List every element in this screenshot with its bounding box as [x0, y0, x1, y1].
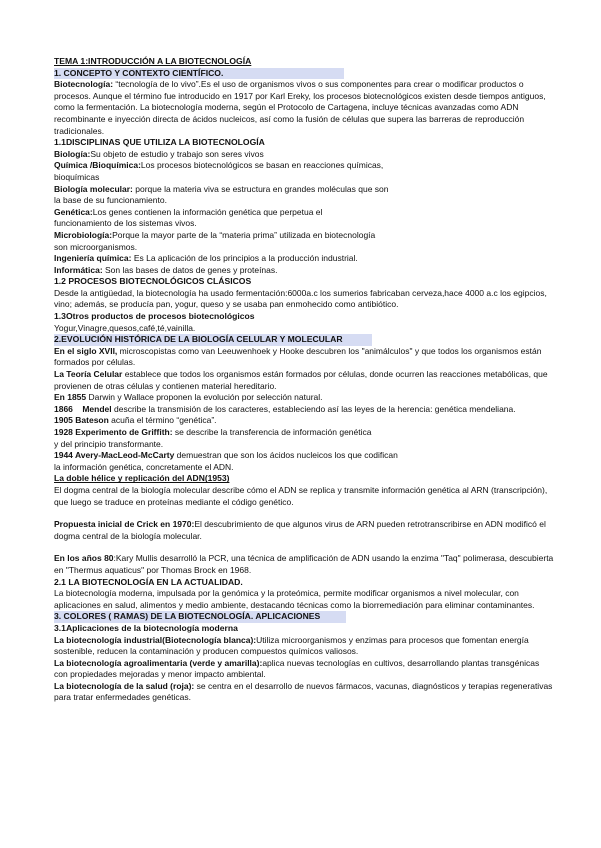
- section-1-3-paragraph: Yogur,Vinagre,quesos,café,té,vainilla.: [54, 322, 196, 333]
- discipline-item: Biología:Su objeto de estudio y trabajo son seres vivos: [54, 148, 264, 159]
- discipline-item: Ingeniería química: Es La aplicación de los principios a la producción industrial.: [54, 253, 358, 264]
- section-1-1-heading: 1.1DISCIPLINAS QUE UTILIZA LA BIOTECNOLOGÍA: [54, 137, 265, 148]
- discipline-item: Genética:Los genes contienen la información genética que perpetua el funcionamiento de los sistemas vivos.: [54, 206, 323, 229]
- history-item: En 1855 Darwin y Wallace proponen la evolución por selección natural.: [54, 392, 323, 403]
- dna-heading: La doble hélice y replicación del ADN(1953): [54, 473, 230, 484]
- section-2-1-heading: 2.1 LA BIOTECNOLOGÍA EN LA ACTUALIDAD.: [54, 576, 243, 587]
- term-biotecnologia: Biotecnología:: [54, 79, 114, 90]
- document-page: [54, 56, 554, 704]
- crick-paragraph: Propuesta inicial de Crick en 1970:El descubrimiento de que algunos virus de ARN pueden retrotranscribirse en ADN modificó el dogma central de la biología molecular.: [54, 519, 546, 541]
- discipline-item: Biología molecular: porque la materia viva se estructura en grandes moléculas que son la base de su funcionamiento.: [54, 183, 389, 206]
- section-2-1-paragraph: La biotecnología moderna, impulsada por la genómica y la proteómica, permite modificar organismos a nivel molecular, con aplicaciones en salud, alimentos y medio ambiente, destacando técnicas como la biorremediación para eliminar contaminantes.: [54, 588, 535, 610]
- section-1-heading: 1. CONCEPTO Y CONTEXTO CIENTÍFICO.: [54, 68, 344, 80]
- document-title: TEMA 1:INTRODUCCIÓN A LA BIOTECNOLOGÍA: [54, 56, 252, 66]
- section-2-heading: 2.EVOLUCIÓN HISTÓRICA DE LA BIOLOGÍA CELULAR Y MOLECULAR: [54, 334, 372, 346]
- section-1-2-heading: 1.2 PROCESOS BIOTECNOLÓGICOS CLÁSICOS: [54, 276, 252, 287]
- discipline-item: Microbiología:Porque la mayor parte de la “materia prima” utilizada en biotecnología son microorganismos.: [54, 229, 376, 252]
- pcr-paragraph: En los años 80:Kary Mullis desarrolló la PCR, una técnica de amplificación de ADN usando la enzima "Taq" polimerasa, descubierta en "Thermus aquaticus" por Thomas Brock en 1968.: [54, 553, 554, 575]
- history-item: 1944 Avery-MacLeod-McCarty demuestran que son los ácidos nucleicos los que codifican la información genética, concretamente el ADN.: [54, 450, 398, 472]
- history-item: 1905 Bateson acuña el término “genética”.: [54, 415, 217, 426]
- dna-paragraph: El dogma central de la biología molecular describe cómo el ADN se replica y transmite información genética al ARN (transcripción), que luego se traduce en proteínas mediante el código genético.: [54, 484, 548, 507]
- history-item: 1928 Experimento de Griffith: se describe la transferencia de información genética y del principio transformante.: [54, 427, 372, 449]
- section-3-heading: 3. COLORES ( RAMAS) DE LA BIOTECNOLOGÍA. APLICACIONES: [54, 611, 346, 623]
- section-1-3-heading: 1.3Otros productos de procesos biotecnológicos: [54, 311, 255, 322]
- history-item: La Teoría Celular establece que todos los organismos están formados por células, donde ocurren las reacciones metabólicas, que provienen de otras células y contienen material hereditario.: [54, 369, 548, 391]
- section-1-paragraph: Biotecnología: “tecnología de lo vivo”.Es el uso de organismos vivos o sus componentes para crear o modificar productos o procesos. Aunque el término fue introducido en 1917 por Karl Ereky, los procesos biotecnológicos existen desde tiempos antiguos, como la fermentación. La biotecnología moderna, según el Protocolo de Cartagena, incluye técnicas avanzadas como ADN recombinante e inyección directa de ácidos nucleicos, así como la fusión de células que supera las barreras de reproducción tradicionales.: [54, 79, 546, 136]
- section-1-2-paragraph: Desde la antigüedad, la biotecnología ha usado fermentación:6000a.c los sumerios fabricaban cerveza,hace 4000 a.c los egipcios, vino; además, se producía pan, yogur, queso y se usaba pan enmohecido como antibiótico.: [54, 287, 547, 310]
- application-item: La biotecnología industrial(Biotecnología blanca):Utiliza microorganismos y enzimas para procesos que fomentan energía sostenible, reducen la contaminación y producen compuestos químicos valiosos.: [54, 634, 529, 657]
- discipline-item: Química /Bioquímica:Los procesos biotecnológicos se basan en reacciones químicas, bioquímicas: [54, 160, 384, 182]
- history-item: En el siglo XVII, microscopistas como van Leeuwenhoek y Hooke descubren los "animálculos" y que todos los organismos están formados por células.: [54, 345, 542, 368]
- history-item: 1866 Mendel describe la transmisión de los caracteres, estableciendo así las leyes de la herencia: genética mendeliana.: [54, 403, 516, 414]
- application-item: La biotecnología agroalimentaria (verde y amarilla):aplica nuevas tecnologías en cultivos, desarrollando plantas transgénicas con propiedades mejoradas y menor impacto ambiental.: [54, 657, 540, 680]
- section-3-1-heading: 3.1Aplicaciones de la biotecnología moderna: [54, 622, 238, 633]
- application-item: La biotecnología de la salud (roja): se centra en el desarrollo de nuevos fármacos, vacunas, diagnósticos y terapias regenerativas para tratar enfermedades genéticas.: [54, 680, 553, 703]
- discipline-item: Informática: Son las bases de datos de genes y proteínas.: [54, 264, 278, 275]
